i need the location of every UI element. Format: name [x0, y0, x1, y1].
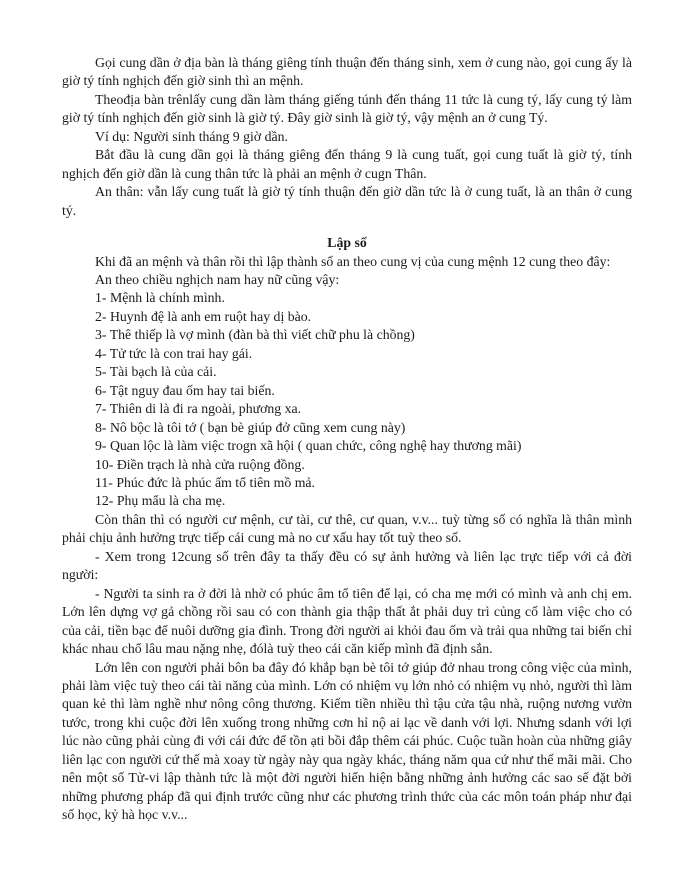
- list-item: 6- Tật nguy đau ốm hay tai biến.: [95, 382, 275, 398]
- cung-list: [62, 289, 632, 510]
- list-item: 5- Tài bạch là của cải.: [95, 364, 217, 380]
- paragraph: Bắt đầu là cung dần gọi là tháng giêng đến tháng 9 là cung tuất, gọi cung tuất là giờ tý, tính nghịch đến giờ dần là cung thân tức là phải an mệnh ở cugn Thân.: [62, 147, 632, 181]
- paragraph: An thân: vẫn lấy cung tuất là giờ tý tính thuận đến giờ dần tức là ở cung tuất, là an thân ở cung tý.: [62, 184, 632, 218]
- list-item: 2- Huynh đệ là anh em ruột hay dị bào.: [95, 308, 312, 324]
- section-heading: Lập số: [327, 235, 367, 251]
- list-item: 4- Tử tức là con trai hay gái.: [95, 345, 253, 361]
- paragraph: Lớn lên con người phải bôn ba đây đó khắp bạn bè tôi tớ giúp đở nhau trong công việc của mình, phải làm việc tuỳ theo cái tài năng của mình. Lớn có nhiệm vụ lớn nhỏ có nhiệm vụ nhỏ, người thì làm quan kẻ thì làm nghề như nông công thương. Kiếm tiền nhiều thì tậu cửa tậu nhà, ruộng nương vườn tước, trong khi cuộc đời lên xuống trong những cơn hỉ nộ ai lạc về danh với lợi. Nhưng sdanh với lợi lúc nào cũng phải cùng đi với cái đức để tồn ạti bồi đắp thêm cái phúc. Cuộc tuần hoàn của những giây liên lạc con người cứ thế mà xoay từ ngày này qua ngày khác, tháng năm qua cứ như thế mãi mãi. Cho nên một số Tử-vi lập thành tức là một đời người hiển hiện bằng những ảnh hưởng các sao sế đặt bởi những phương pháp đã qui định trước cũng như các phương trình thức của các môn toán pháp như đại số học, kỷ hà học v.v...: [62, 659, 632, 823]
- list-item: 3- Thê thiếp là vợ mình (đàn bà thì viết chữ phu là chồng): [95, 327, 415, 343]
- list-item: 7- Thiên di là đi ra ngoài, phương xa.: [95, 401, 302, 417]
- paragraph: - Xem trong 12cung số trên đây ta thấy đều có sự ảnh hưởng và liên lạc trực tiếp với cả đời người:: [62, 548, 632, 583]
- paragraph: Còn thân thì có người cư mệnh, cư tài, cư thê, cư quan, v.v... tuỳ từng số có nghĩa là thân mình phải chịu ảnh hưởng trực tiếp cái cung mà no cư xấu hay tốt tuỳ theo số.: [62, 511, 632, 546]
- paragraph: An theo chiều nghịch nam hay nữ cũng vậy:: [95, 271, 340, 287]
- paragraph: Ví dụ: Người sinh tháng 9 giờ dần.: [95, 128, 288, 144]
- list-item: 12- Phụ mẩu là cha mẹ.: [95, 493, 226, 509]
- list-item: 9- Quan lộc là làm việc trogn xã hội ( quan chức, công nghệ hay thương mãi): [95, 438, 522, 454]
- paragraph: Gọi cung dần ở địa bàn là tháng giêng tính thuận đến tháng sinh, xem ở cung nào, gọi cung ấy là giờ tý tính nghịch đến giờ sinh thì an mệnh.: [62, 55, 632, 89]
- list-item: 10- Điền trạch là nhà cửa ruộng đồng.: [95, 456, 305, 472]
- list-item: 11- Phúc đức là phúc ấm tổ tiên mồ mả.: [95, 474, 316, 490]
- paragraph: Theođịa bàn trênlấy cung dần làm tháng giếng túnh đến tháng 11 tức là cung tý, lấy cung tý làm giờ tý tính nghịch đến giờ sinh là giờ tý. Đây giờ sinh là giờ tý, vậy mệnh an ở cung Tý.: [62, 91, 632, 126]
- paragraph: - Người ta sinh ra ở đời là nhờ có phúc âm tổ tiên để lại, có cha mẹ mới có mình và anh chị em. Lớn lên dựng vợ gả chồng rồi sau có con thành gia thập thất ắt phải duy trì củng cố làm việc cho có của cải, tiền bạc để nuôi dưỡng gia đình. Trong đời người ai khỏi đau ốm và trải qua những tai biến chỉ khác nhau chổ lâu mau nặng nhẹ, đólà tuỳ theo cái căn kiếp mình đã định sắn.: [62, 585, 632, 657]
- paragraph: Khi đã an mệnh và thân rồi thì lập thành số an theo cung vị của cung mệnh 12 cung theo đây:: [95, 253, 611, 269]
- list-item: 8- Nô bộc là tôi tớ ( bạn bè giúp đở cũng xem cung này): [95, 419, 406, 435]
- list-item: 1- Mệnh là chính mình.: [95, 290, 225, 306]
